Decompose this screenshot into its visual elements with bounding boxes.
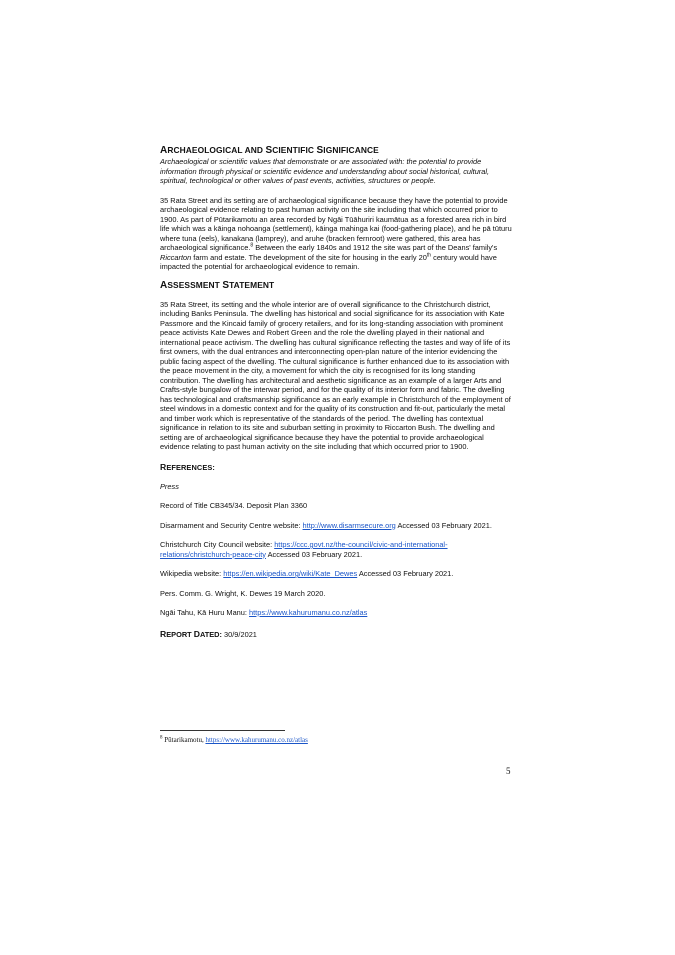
ref-pers-comm: Pers. Comm. G. Wright, K. Dewes 19 March 2020. (160, 588, 326, 598)
archaeological-heading: ARCHAEOLOGICAL AND SCIENTIFIC SIGNIFICANCE (160, 145, 379, 156)
report-dated: REPORT DATED: 30/9/2021 (160, 628, 257, 639)
ref-ngai-tahu: Ngāi Tahu, Kā Huru Manu: https://www.kahurumanu.co.nz/atlas (160, 608, 368, 617)
footnote-link[interactable]: https://www.kahurumanu.co.nz/atlas (205, 736, 308, 744)
ref-disarmament: Disarmament and Security Centre website: http://www.disarmsecure.org Accessed 03 February 2021. (160, 520, 492, 530)
archaeological-body: 35 Rata Street and its setting are of archaeological significance because they have the potential to provide archaeological evidence relating to past human activity on the site including that which occurred prior to 1900. As part of Pūtarikamotu an area recorded by Ngāi Tūāhuriri kaumātua as a forested area rich in bird life which was a kāinga nohoanga (settlement), kāinga mahinga kai (food-gathering place), and he pā tūturu where tuna (eels), kanakana (lamprey), and aruhe (bracken fernroot) were gathered, this area has archaeological significance.$^8$ Between the early 1840s and 1912 the site was part of the Deans' family's Riccarton farm and estate. The development of the site for housing in the early 20th century would have impacted the potential for archaeological evidence to remain. (160, 195, 512, 271)
footnote-divider (160, 730, 285, 731)
disarmament-link[interactable]: http://www.disarmsecure.org (302, 520, 396, 530)
document-body (160, 145, 515, 639)
footnote: $^8$ Pūtarikamotu, https://www.kahurumanu.co.nz/atlas (160, 735, 308, 744)
ref-ccc: Christchurch City Council website: https://ccc.govt.nz/the-council/civic-and-international-relations/christchurch-peace-city Accessed 03 February 2021. (160, 540, 448, 559)
ref-title: Record of Title CB345/34. Deposit Plan 3360 (160, 501, 308, 510)
assessment-body: 35 Rata Street, its setting and the whole interior are of overall significance to the Christchurch district, including Banks Peninsula. The dwelling has historical and social significance for its association with Kate Passmore and the Kincaid family of grocery retailers, and for its long-standing association with prominent peace activists Kate Dewes and Robert Green and the role the dwelling played in their national and international peace activism. The dwelling has cultural significance reflecting the tastes and way of life of its first owners, with the dual entrances and interconnecting open-plan nature of the interior evidencing the public facing aspect of the dwelling. The cultural significance is further enhanced due to its association with the peace movement in the city, a movement for which the city is recognised for its long standing contribution. The dwelling has architectural and aesthetic significance as an example of a larger Arts and Crafts-style bungalow of the interwar period, and for the quality of its interior form and fabric. The dwelling has technological and craftsmanship significance as an early example in Christchurch of the employment of steel windows in a domestic context and for the quality of its construction and fit-out, particularly the metal and timber work which is representative of the standards of the period. The dwelling has contextual significance in relation to its site and suburban setting in proximity to Riccarton Bush. The dwelling and setting are of archaeological significance because they have the potential to provide archaeological evidence relating to past human activity on the site including that which occurred prior to 1900. (160, 299, 511, 451)
references-heading: REFERENCES: (160, 461, 215, 472)
archaeological-intro: Archaeological or scientific values that demonstrate or are associated with: the potential to provide information through physical or scientific evidence and understanding about social historical, cultural, spiritual, technological or other values of past events, activities, structures or people. (160, 157, 490, 185)
wikipedia-link[interactable]: https://en.wikipedia.org/wiki/Kate_Dewes (223, 569, 358, 578)
ref-wikipedia: Wikipedia website: https://en.wikipedia.org/wiki/Kate_Dewes Accessed 03 February 2021. (160, 569, 454, 578)
page-number: 5 (506, 766, 511, 776)
ccc-link[interactable]: https://ccc.govt.nz/the-council/civic-and-international-relations/christchurch-peace-city (160, 540, 448, 559)
assessment-heading: ASSESSMENT STATEMENT (160, 279, 275, 291)
ref-press: Press (160, 481, 179, 491)
kahurumanu-link[interactable]: https://www.kahurumanu.co.nz/atlas (249, 608, 368, 617)
